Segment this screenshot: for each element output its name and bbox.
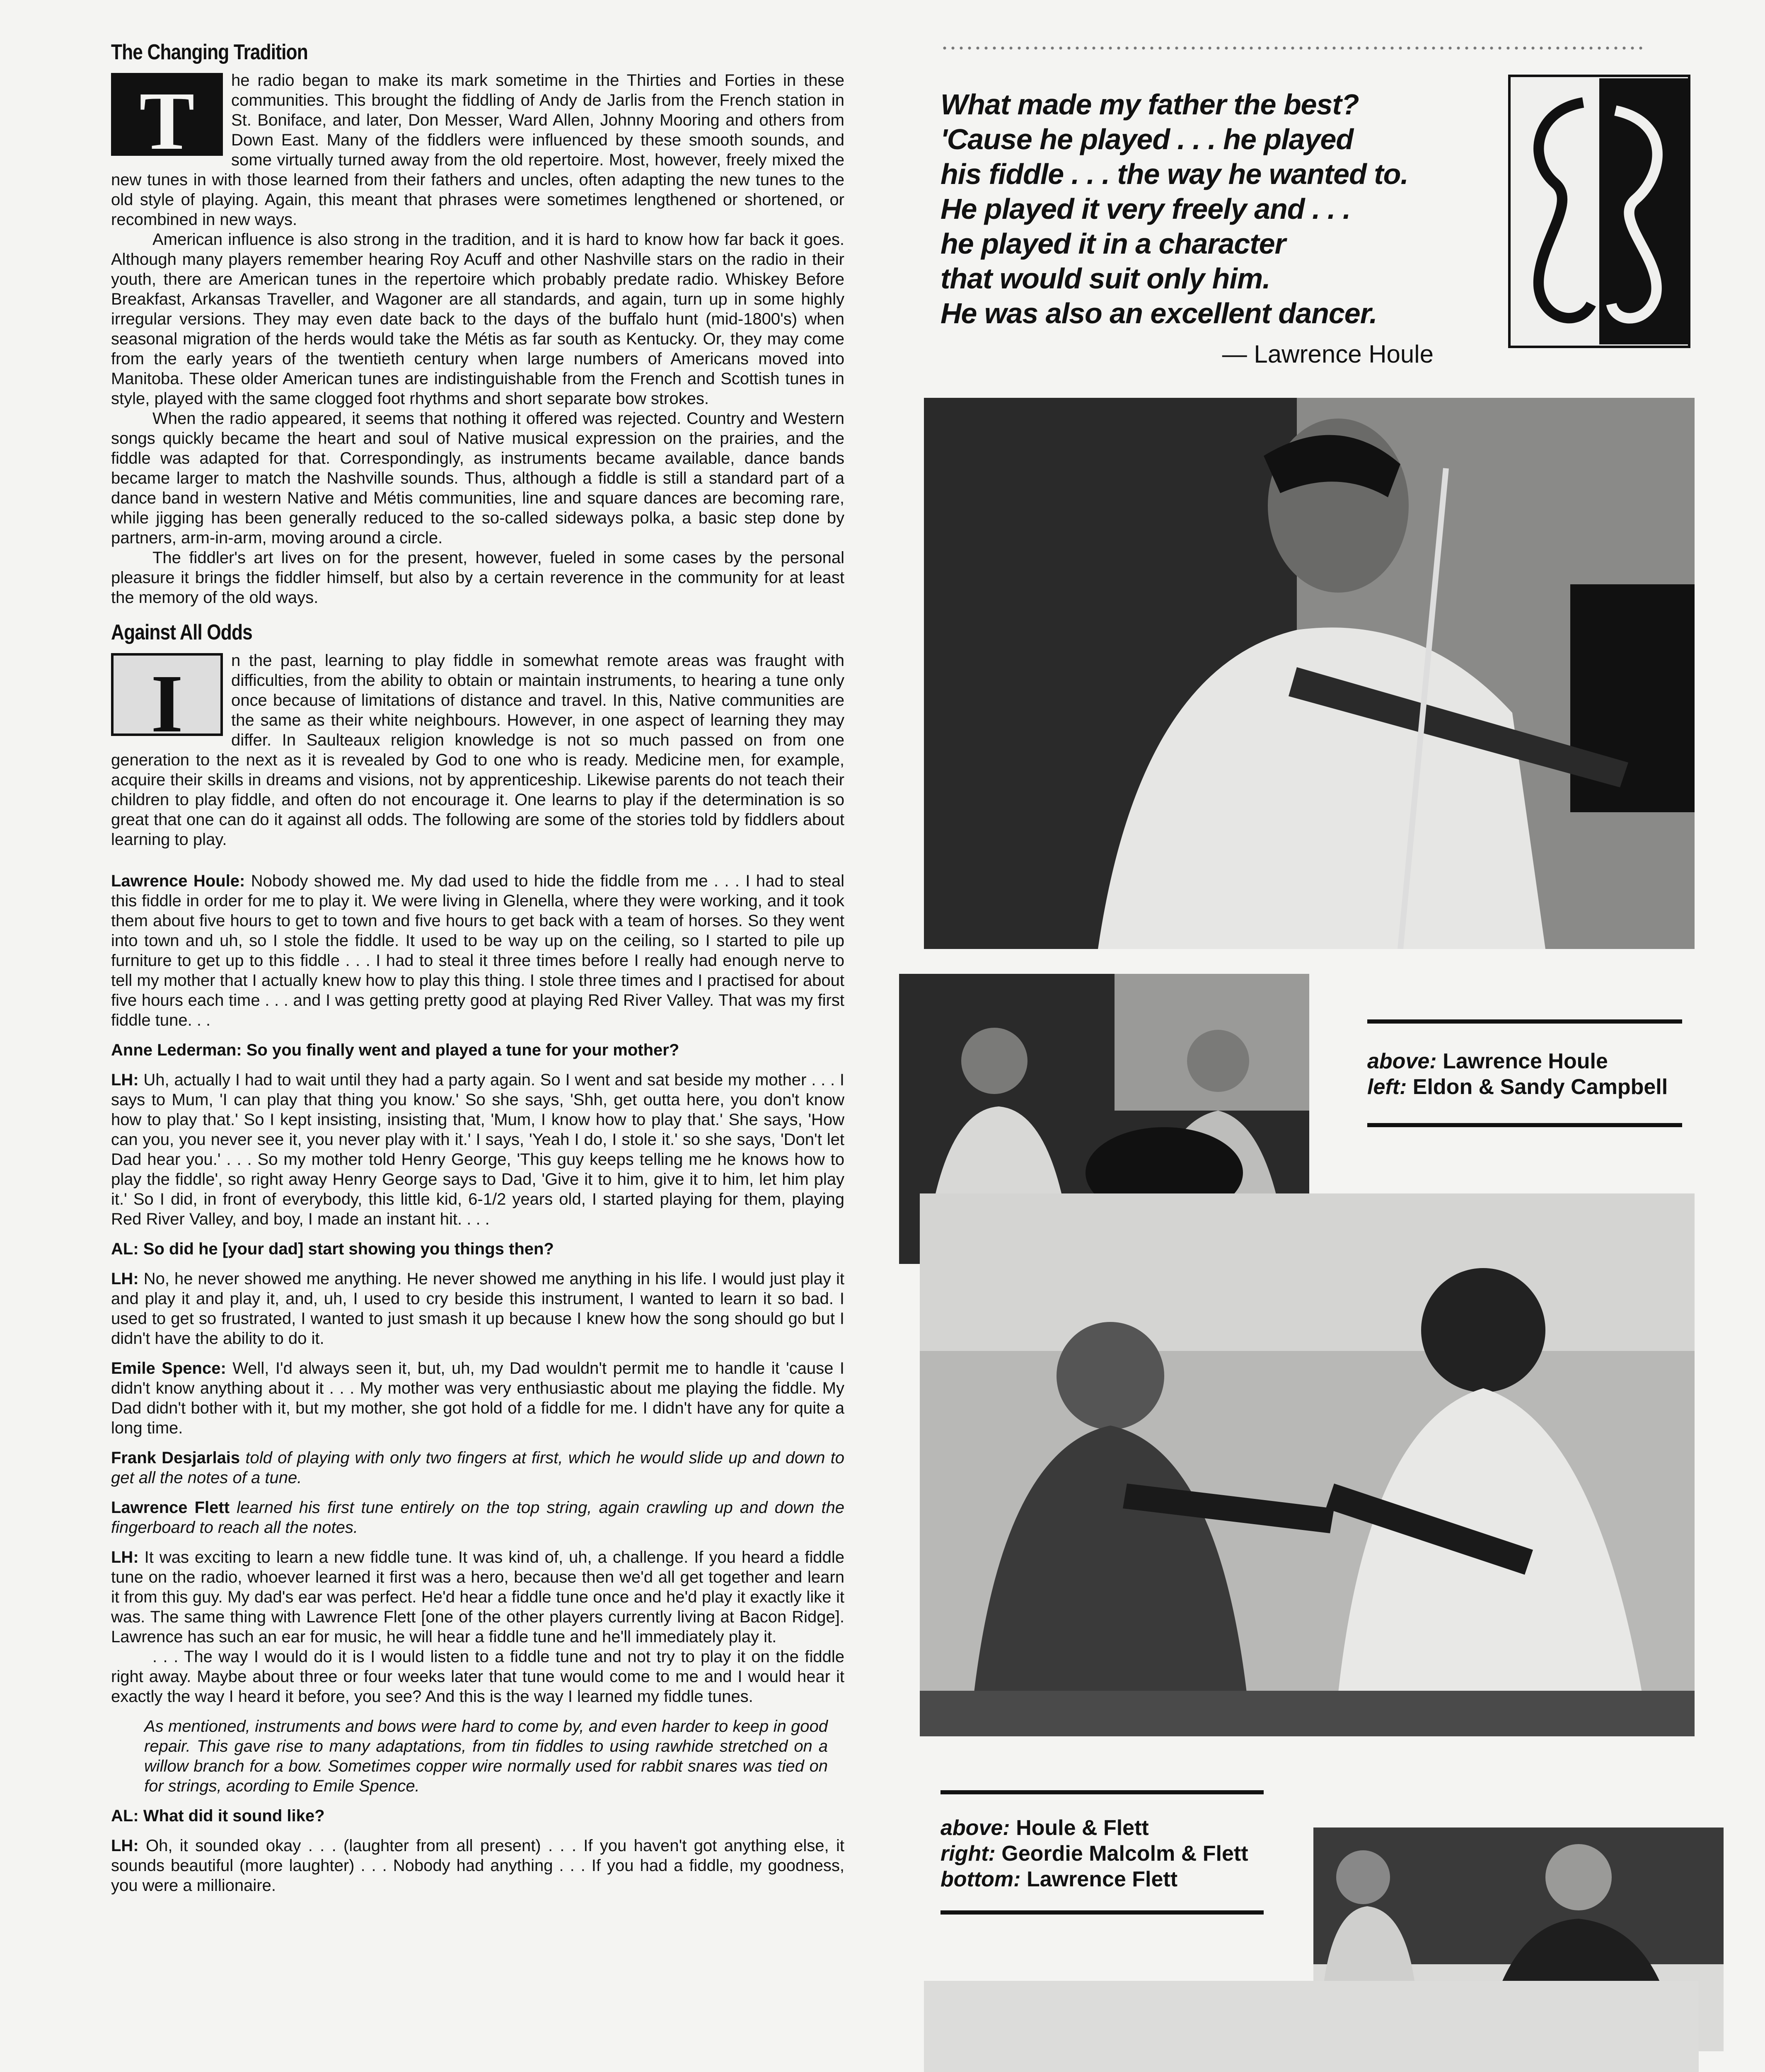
pull-quote xyxy=(941,87,1458,331)
paragraph: When the radio appeared, it seems that nothing it offered was rejected. Country and Western songs quickly became the heart and soul of Native musical expression on the prairies, and the fiddle was adapted for that. Correspondingly, as instruments became available, dance bands became larger to match the Nashville sounds. Thus, although a fiddle is still a standard part of a dance band in western Native and Métis communities, line and square dances are becoming rare, while jigging has been generally reduced to the so-called sideways polka, a basic step done by partners, arm-in-arm, moving around a circle. xyxy=(111,409,844,547)
paragraph: n the past, learning to play fiddle in somewhat remote areas was fraught with difficulties, from the ability to obtain or maintain instruments, to hearing a tune only once because of limitations of distance and travel. In this, Native communities are the same as their white neighbours. However, in one aspect of learning they may differ. In Saulteaux religion knowledge is not so much passed on from one generation to the next as it is revealed by God to one who is ready. Medicine men, for example, acquire their skills in dreams and visions, not by apprenticeship. Likewise parents do not teach their children to play fiddle, and often do not encourage it. One learns to play if the determination is so great that one can do it against all odds. The following are some of the stories told by fiddlers about learning to play. xyxy=(111,651,844,849)
pull-quote-line: he played it in a character xyxy=(941,228,1286,260)
interview-entry: LH: Oh, it sounded okay . . . (laughter from all present) . . . If you haven't got anything else, it sounds beautiful (more laughter) . . . Nobody had anything . . . If you had a fiddle, my goodness, you were a millionaire. xyxy=(111,1837,844,1895)
article-left-column xyxy=(111,40,844,1895)
musical-ornament-icon xyxy=(1508,75,1690,348)
dropcap-t: T xyxy=(111,73,223,156)
editorial-note: As mentioned, instruments and bows were hard to come by, and even harder to keep in good repair. This gave rise to many adaptations, from tin fiddles to using rawhide stretched on a willow branch for a bow. Sometimes copper wire normally used for rabbit snares was tied on for strings, acording to Emile Spence. xyxy=(144,1717,828,1795)
pull-quote-line: What made my father the best? xyxy=(941,88,1359,121)
dropcap-i: I xyxy=(111,653,223,736)
interview-entry: LH: No, he never showed me anything. He never showed me anything in his life. I would just play it and play it and play it, and, uh, I used to cry beside this instrument, I wanted to learn it so bad. I used to get so frustrated, I wanted to just smash it up because I knew how the song should go but I didn't have the ability to do it. xyxy=(111,1270,844,1348)
pull-quote-line: He was also an excellent dancer. xyxy=(941,297,1377,329)
photo-lawrence-flett xyxy=(924,1981,1699,2072)
photo-caption-2: above: Houle & Flett right: Geordie Malcolm & Flett bottom: Lawrence Flett xyxy=(941,1816,1248,1891)
interview-entry: Anne Lederman: So you finally went and played a tune for your mother? xyxy=(111,1041,679,1059)
dotted-divider xyxy=(941,46,1645,51)
interview-entry: LH: It was exciting to learn a new fiddle tune. It was kind of, uh, a challenge. If you heard a fiddle tune on the radio, whoever learned it first was a hero, because then we'd all get together and learn it from this guy. My dad's ear was perfect. He'd hear a fiddle tune once and he'd play it exactly like it was. The same thing with Lawrence Flett [one of the other players currently living at Bacon Ridge]. Lawrence has such an ear for music, he will hear a fiddle tune and he'll immediately play it. xyxy=(111,1548,844,1646)
interview-entry: AL: So did he [your dad] start showing you things then? xyxy=(111,1240,554,1258)
caption-rule xyxy=(1367,1019,1682,1024)
pull-quote-line: his fiddle . . . the way he wanted to. xyxy=(941,158,1408,190)
caption-rule xyxy=(941,1790,1264,1794)
paragraph: . . . The way I would do it is I would listen to a fiddle tune and not try to play it on the fiddle right away. Maybe about three or four weeks later that tune would come to me and I would hear it exactly the way I heard it before, you see? And this is the way I learned my fiddle tunes. xyxy=(111,1648,844,1706)
paragraph: American influence is also strong in the tradition, and it is hard to know how far back it goes. Although many players remember hearing Roy Acuff and other Nashville stars on the radio in their youth, there are American tunes in the repertoire which probably predate radio. Whiskey Before Breakfast, Arkansas Traveller, and Wagoner are all standards, and again, turn up in some highly irregular versions. They may even date back to the days of the buffalo hunt (mid-1800's) when seasonal migration of the herds would take the Métis as far south as Kentucky. Or, they may come from the early years of the twentieth century when large numbers of Americans moved into Manitoba. These older American tunes are indistinguishable from the French and Scottish tunes in style, played with the same clogged foot rhythms and short separate bow strokes. xyxy=(111,230,844,408)
section-heading-against-all-odds: Against All Odds xyxy=(111,620,252,644)
pull-quote-line: that would suit only him. xyxy=(941,262,1270,295)
paragraph: The fiddler's art lives on for the present, however, fueled in some cases by the personal pleasure it brings the fiddler himself, but also by a certain reverence in the community for at least the memory of the old ways. xyxy=(111,549,844,607)
interview-entry: AL: What did it sound like? xyxy=(111,1807,325,1825)
interview-entry: Frank Desjarlais told of playing with only two fingers at first, which he would slide up and down to get all the notes of a tune. xyxy=(111,1449,844,1487)
paragraph: he radio began to make its mark sometime in the Thirties and Forties in these communities. This brought the fiddling of Andy de Jarlis from the French station in St. Boniface, and later, Don Messer, Ward Allen, Johnny Mooring and others from Down East. Many of the fiddlers were influenced by these smooth sounds, and some virtually turned away from the old repertoire. Most, however, freely mixed the new tunes in with those learned from their fathers and uncles, often adapting the new tunes to the old style of playing. Again, this meant that phrases were sometimes lengthened or shortened, or recombined in new ways. xyxy=(111,71,844,229)
pull-quote-line: 'Cause he played . . . he played xyxy=(941,123,1354,155)
interview-entry: Lawrence Houle: Nobody showed me. My dad used to hide the fiddle from me . . . I had to steal this fiddle in order for me to play it. We were living in Glenella, where they were working, and it took them about five hours to get to town and five hours to get back with a team of horses. So they went into town and uh, so I stole the fiddle. It used to be way up on the ceiling, so I started to pile up furniture to get up to this fiddle . . . I had to steal it three times before I really had enough nerve to tell my mother that I actually knew how to play this thing. I stole three times and I practised for about five hours each time . . . and I was getting pretty good at playing Red River Valley. That was my first fiddle tune. . . xyxy=(111,872,845,1029)
interview-entry: Emile Spence: Well, I'd always seen it, but, uh, my Dad wouldn't permit me to handle it 'cause I didn't know anything about it . . . My mother was very enthusiastic about me playing the fiddle. My Dad didn't bother with it, but my mother, she got hold of a fiddle for me. I didn't have any for quite a long time. xyxy=(111,1359,844,1437)
caption-rule xyxy=(941,1910,1264,1915)
photo-houle-flett xyxy=(920,1193,1695,1736)
section-heading-changing-tradition: The Changing Tradition xyxy=(111,40,308,64)
interview-entry: LH: Uh, actually I had to wait until they had a party again. So I went and sat beside my mother . . . I says to Mum, 'I can play that thing you know.' So she says, 'Shh, get outta here, you don't know how to play that.' So I kept insisting, insisting that, 'Mum, I know how to play that.' She says, 'How can you, you never see it, you never play with it.' I says, 'Yeah I do, I stole it.' so she says, 'Don't let Dad hear you.' . . . So my mother told Henry George, 'This guy keeps telling me he knows how to play the fiddle', so right away Henry George says to Dad, 'Give it to him, give it to him, let him play it.' So I did, in front of everybody, this little kid, 6-1/2 years old, I started playing for them, playing Red River Valley, and boy, I made an instant hit. . . . xyxy=(111,1071,844,1228)
photo-lawrence-houle xyxy=(924,398,1695,949)
pull-quote-line: He played it very freely and . . . xyxy=(941,193,1351,225)
pull-quote-attribution: — Lawrence Houle xyxy=(1222,340,1434,368)
caption-rule xyxy=(1367,1123,1682,1127)
interview-entry: Lawrence Flett learned his first tune entirely on the top string, again crawling up and down the fingerboard to reach all the notes. xyxy=(111,1498,844,1537)
photo-caption-1: above: Lawrence Houle left: Eldon & Sandy Campbell xyxy=(1367,1049,1668,1099)
